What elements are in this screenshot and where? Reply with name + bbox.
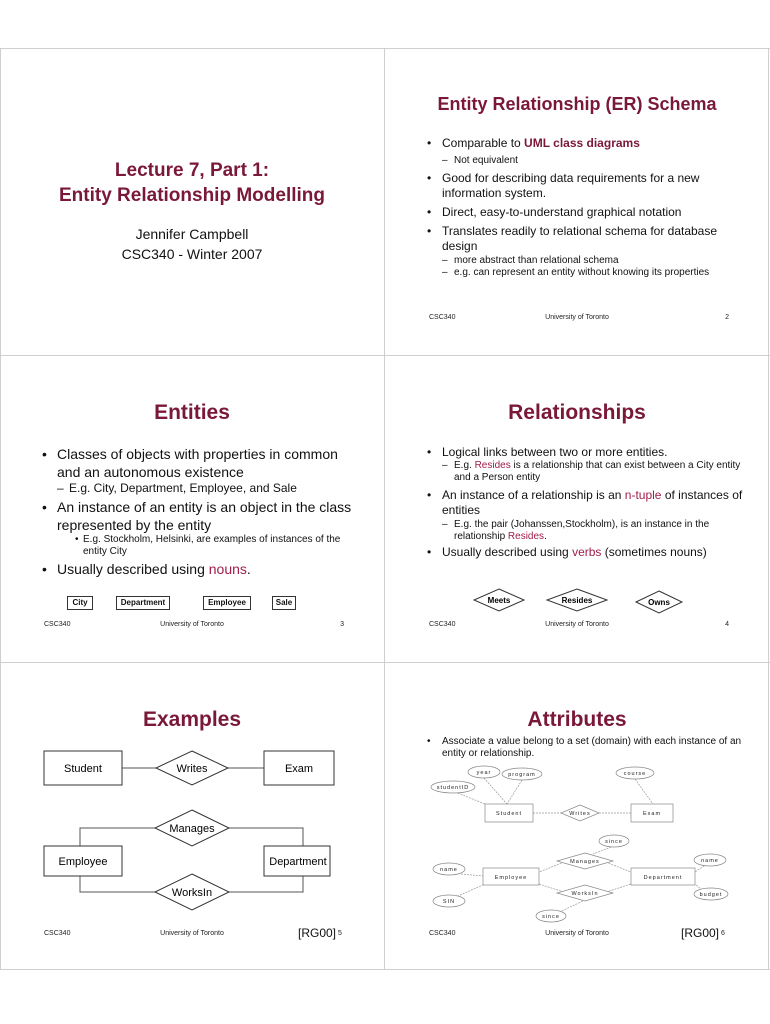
sub-list (442, 154, 747, 167)
footer-university: University of Toronto (545, 621, 609, 628)
bullet-text: Comparable to (442, 136, 525, 150)
label-employee: Employee (494, 875, 528, 881)
er-example-diagram (0, 662, 384, 969)
page-number: 3 (340, 621, 344, 628)
label-manages: Manages (169, 823, 215, 835)
label-year: year (476, 770, 492, 776)
entity-box-city: City (67, 596, 93, 610)
label-department: Department (643, 875, 683, 881)
bullet-list (427, 136, 747, 279)
slide-title: Examples (142, 708, 242, 731)
edge (484, 778, 507, 804)
edge (455, 792, 485, 804)
sub-text-end: . (544, 531, 547, 542)
label-student: Student (496, 811, 522, 817)
label-exam: Exam (284, 763, 314, 775)
page-number: 5 (338, 930, 342, 937)
highlight-text: nouns (208, 561, 247, 577)
footer-course: CSC340 (429, 314, 456, 321)
label-program: program (508, 772, 536, 778)
label-worksin: WorksIn (571, 891, 599, 897)
edge (461, 874, 483, 876)
bullet-text: An instance of a relationship is an (442, 488, 625, 502)
slide-title: Entity Relationship (ER) Schema (437, 94, 717, 114)
title-line-2: Entity Relationship Modelling (59, 185, 325, 206)
slide-1 (0, 48, 384, 355)
title-line-1: Lecture 7, Part 1: (114, 160, 270, 181)
bullet-text-end: (sometimes nouns) (601, 545, 707, 559)
page-number: 4 (725, 621, 729, 628)
sub-item: – Not equivalent (442, 154, 747, 167)
bullet-item (42, 445, 362, 496)
highlight-text: n-tuple (624, 488, 662, 502)
bullet-text: Classes of objects with properties in common and an autonomous existence (57, 446, 338, 480)
reference: [RG00] (298, 926, 337, 940)
bullet-text: Usually described using (442, 545, 573, 559)
bullet-list (42, 445, 362, 578)
slide-6 (385, 662, 769, 969)
bullet-item (42, 560, 362, 578)
footer-university: University of Toronto (160, 621, 224, 628)
bullet-text: Logical links between two or more entities. (442, 445, 668, 459)
bullet-text-end: of instances of entities (442, 488, 743, 517)
edge-employee-worksin (80, 876, 155, 892)
bullet-text: An instance of an entity is an object in the class represented by the entity (57, 499, 352, 533)
bullet-text: Translates readily to relational schema for database design (442, 224, 718, 253)
label-name: name (701, 858, 719, 864)
label-sin: SIN (442, 899, 456, 905)
label-writes: Writes (176, 763, 208, 775)
bullet-item (42, 498, 362, 558)
slide-5 (0, 662, 384, 969)
slide-title: Attributes (527, 708, 627, 731)
entity-box-sale: Sale (272, 596, 296, 610)
footer-course: CSC340 (429, 621, 456, 628)
label-manages: Manages (570, 859, 600, 865)
highlight-text: UML class diagrams (524, 136, 640, 150)
sub-text: E.g. (454, 460, 475, 471)
sub-list (57, 481, 362, 496)
author: Jennifer Campbell (135, 226, 249, 242)
page-number: 6 (721, 930, 725, 937)
highlight-text: Resides (474, 460, 511, 471)
footer-university: University of Toronto (160, 930, 224, 937)
bullet-item: • Good for describing data requirements for a new information system. (427, 171, 747, 201)
highlight-text: Resides (507, 531, 545, 542)
bullet-text: Usually described using (57, 561, 209, 577)
sub-text: E.g. the pair (Johanssen,Stockholm), is an instance in the relationship (454, 519, 710, 542)
slide-3 (0, 355, 384, 662)
label-worksin: WorksIn (171, 887, 213, 899)
footer-course: CSC340 (429, 930, 456, 937)
label-since: since (542, 914, 560, 920)
label-student: Student (64, 763, 102, 775)
slide-2 (385, 48, 769, 355)
bullet-text-end: . (246, 561, 251, 577)
highlight-text: verbs (572, 545, 602, 559)
slide-4 (385, 355, 769, 662)
footer-course: CSC340 (44, 621, 71, 628)
footer-university: University of Toronto (545, 314, 609, 321)
label-since: since (605, 839, 623, 845)
label-employee: Employee (58, 856, 108, 868)
bullet-item (427, 224, 747, 279)
relationship-diagram (385, 355, 769, 662)
footer-university: University of Toronto (545, 930, 609, 937)
edge-employee-manages (80, 828, 155, 846)
sub-text-end: is a relationship that can exist between a City entity and a Person entity (454, 460, 741, 483)
reference: [RG00] (681, 926, 720, 940)
slide-title (0, 158, 384, 208)
course-term: CSC340 - Winter 2007 (121, 246, 263, 262)
bullet-item (427, 136, 747, 167)
label-meets: Meets (487, 596, 511, 605)
label-writes: Writes (569, 811, 591, 817)
sub-item-text: E.g. Stockholm, Helsinki, are examples of instances of the entity City (83, 534, 341, 557)
bullet-item: • Associate a value belong to a set (domain) with each instance of an entity or relationship. (427, 736, 752, 760)
label-department: Department (269, 856, 327, 868)
sub-item: – more abstract than relational schema (442, 255, 747, 267)
sub-list (57, 534, 362, 558)
page-number: 2 (725, 314, 729, 321)
sub-list (442, 255, 747, 279)
sub-item: – E.g. City, Department, Employee, and Sale (57, 481, 362, 496)
er-attributes-diagram (385, 662, 769, 969)
entity-box-department: Department (116, 596, 170, 610)
edge-manages-department (229, 828, 303, 846)
label-course: course (623, 771, 647, 777)
bullet-item: • Direct, easy-to-understand graphical notation (427, 205, 747, 220)
grid-bottom-line (0, 969, 770, 970)
footer-course: CSC340 (44, 930, 71, 937)
entity-box-employee: Employee (203, 596, 251, 610)
label-name: name (440, 867, 458, 873)
label-studentid: studentID (436, 785, 470, 791)
sub-item: – e.g. can represent an entity without knowing its properties (442, 267, 747, 279)
label-exam: Exam (642, 811, 662, 817)
label-budget: budget (699, 892, 723, 898)
slide-title: Entities (154, 401, 230, 424)
label-resides: Resides (561, 596, 593, 605)
label-owns: Owns (648, 598, 670, 607)
edge (635, 779, 653, 804)
slide-title: Relationships (508, 401, 646, 424)
edge-worksin-department (229, 876, 303, 892)
edge (507, 780, 522, 804)
sub-item: • E.g. Stockholm, Helsinki, are examples of instances of the entity City (75, 534, 341, 557)
